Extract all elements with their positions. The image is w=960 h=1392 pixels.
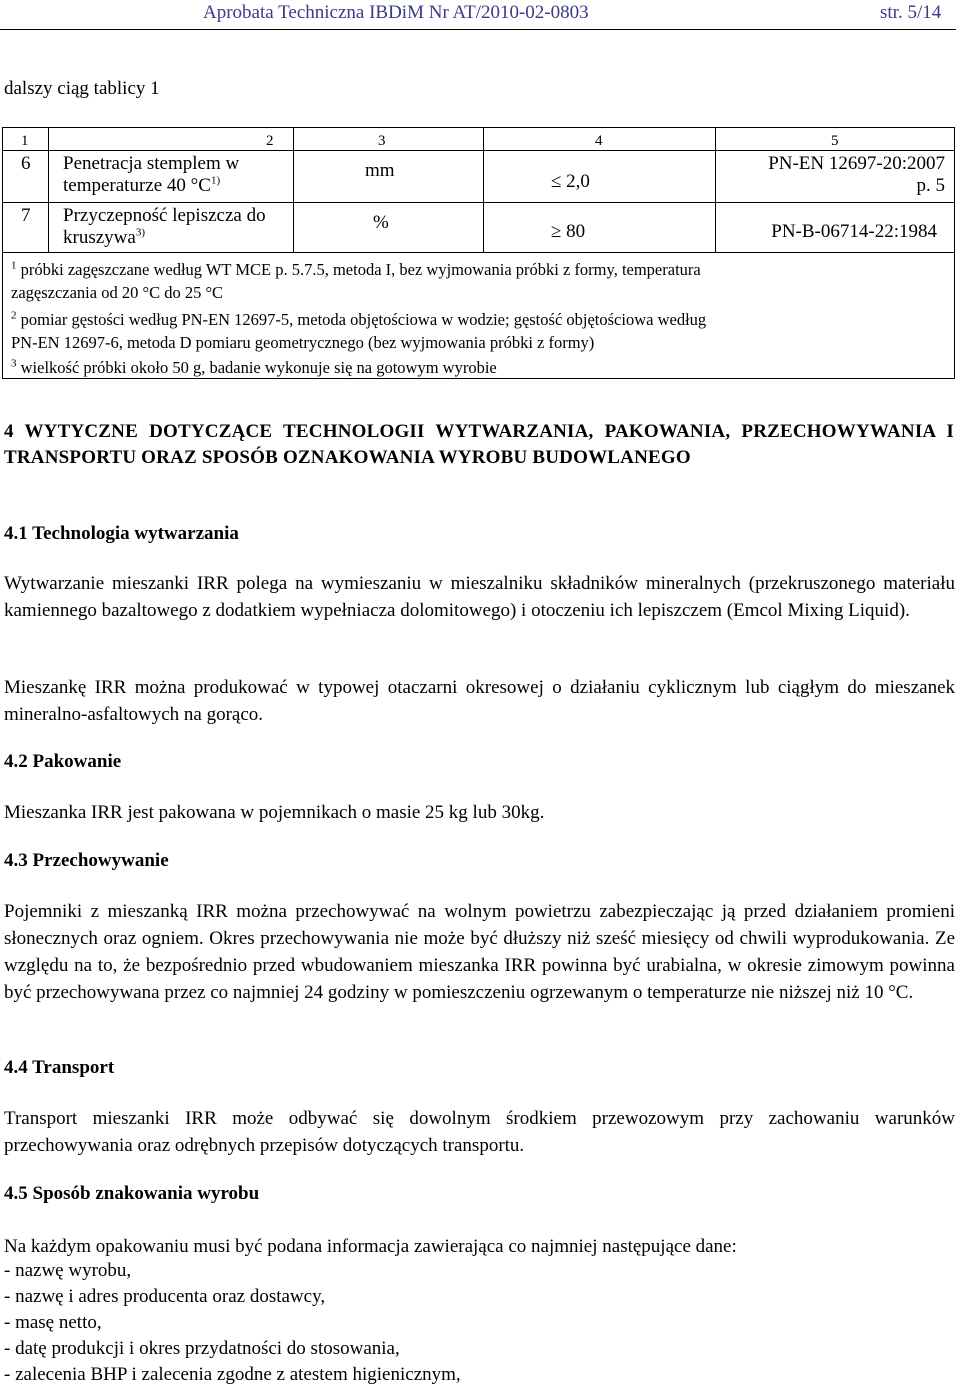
page-number: str. 5/14 (880, 2, 942, 23)
col-divider (483, 128, 484, 252)
paragraph: Mieszankę IRR można produkować w typowej otaczarni okresowej o działaniu cyklicznym lub ciągłym do mieszanek mineralno-asfaltowych na gorąco. (4, 677, 955, 725)
property-name: Przyczepność lepiszcza do kruszywa$^{3)}$ (63, 205, 266, 248)
property-name: Penetracja stemplem w temperaturze 40 $^\circ C^{1)}$ (63, 153, 240, 196)
requirement-value: ≥ 80 (551, 221, 586, 242)
test-method: PN-EN 12697-20:2007 p. 5 (768, 153, 945, 196)
section-4-3-title: 4.3 Przechowywanie (4, 850, 169, 871)
requirement-value: ≤ 2,0 (551, 171, 590, 192)
col-header: 3 (378, 133, 386, 149)
test-method: PN-B-06714-22:1984 (771, 221, 937, 242)
col-header: 4 (595, 133, 603, 149)
document-title: Aprobata Techniczna IBDiM Nr AT/2010-02-0803 (203, 2, 589, 23)
footnote: $^1$ próbki zagęszczane według WT MCE p. 5.7.5, metoda I, bez wyjmowania próbki z formy, temperatura zagęszczania od 20 °C do 25 °C (11, 259, 701, 302)
table-continuation-label: dalszy ciąg tablicy 1 (4, 78, 160, 99)
col-divider (48, 128, 49, 252)
list-item: - zalecenia BHP i zalecenia zgodne z atestem higienicznym, (4, 1364, 461, 1385)
section-4-5-title: 4.5 Sposób znakowania wyrobu (4, 1183, 260, 1204)
paragraph: Mieszanka IRR jest pakowana w pojemnikach o masie 25 kg lub 30kg. (4, 802, 545, 823)
footnote: $^3$ wielkość próbki około 50 g, badanie wykonuje się na gotowym wyrobie (11, 357, 497, 377)
row-divider (3, 252, 954, 253)
paragraph: Pojemniki z mieszanką IRR można przechowywać na wolnym powietrzu zabezpieczając ją przed działaniem promieni słonecznych oraz ogniem. Okres przechowywania nie może być dłuższy niż sześć miesięcy od chwili wyprodukowania. Ze względu na to, że bezpośrednio przed wbudowaniem mieszanka IRR powinna być urabialna, w okresie zimowym powinna być przechowywana przez co najmniej 24 godziny w pomieszczeniu ogrzewanym o temperaturze nie niższej niż 10 °C. (4, 901, 955, 1003)
row-number: 7 (21, 205, 31, 226)
col-divider (715, 128, 716, 252)
section-4-1-title: 4.1 Technologia wytwarzania (4, 523, 239, 544)
list-item: - nazwę wyrobu, (4, 1260, 132, 1281)
paragraph: Transport mieszanki IRR może odbywać się dowolnym środkiem przewozowym przy zachowaniu warunków przechowywania oraz odrębnych przepisów dotyczących transportu. (4, 1108, 955, 1156)
table-header-row (3, 128, 954, 151)
section-4-4-title: 4.4 Transport (4, 1057, 115, 1078)
section-4-2-title: 4.2 Pakowanie (4, 751, 122, 772)
col-header: 2 (266, 133, 274, 149)
row-divider (3, 202, 954, 203)
paragraph: Na każdym opakowaniu musi być podana informacja zawierająca co najmniej następujące dane: (4, 1236, 737, 1257)
page-header (0, 0, 956, 30)
unit: mm (365, 160, 395, 181)
col-header: 5 (831, 133, 839, 149)
properties-table (2, 127, 955, 379)
col-header: 1 (21, 133, 29, 149)
list-item: - nazwę i adres producenta oraz dostawcy, (4, 1286, 326, 1307)
list-item: - masę netto, (4, 1312, 102, 1333)
unit: % (373, 212, 389, 233)
footnote: $^2$ pomiar gęstości według PN-EN 12697-5, metoda objętościowa w wodzie; gęstość objętościowa według PN-EN 12697-6, metoda D pomiaru geometrycznego (bez wyjmowania próbki z formy) (11, 309, 707, 352)
col-divider (293, 128, 294, 252)
row-number: 6 (21, 153, 31, 174)
section-4-heading: 4 WYTYCZNE DOTYCZĄCE TECHNOLOGII WYTWARZANIA, PAKOWANIA, PRZECHOWYWANIA I TRANSPORTU ORAZ SPOSÓB OZNAKOWANIA WYROBU BUDOWLANEGO (4, 421, 954, 468)
list-item: - datę produkcji i okres przydatności do stosowania, (4, 1338, 400, 1359)
paragraph: Wytwarzanie mieszanki IRR polega na wymieszaniu w mieszalniku składników mineralnych (przekruszonego materiału kamiennego bazaltowego z dodatkiem wypełniacza dolomitowego) i otoczeniu ich lepiszczem (Emcol Mixing Liquid). (4, 573, 955, 621)
